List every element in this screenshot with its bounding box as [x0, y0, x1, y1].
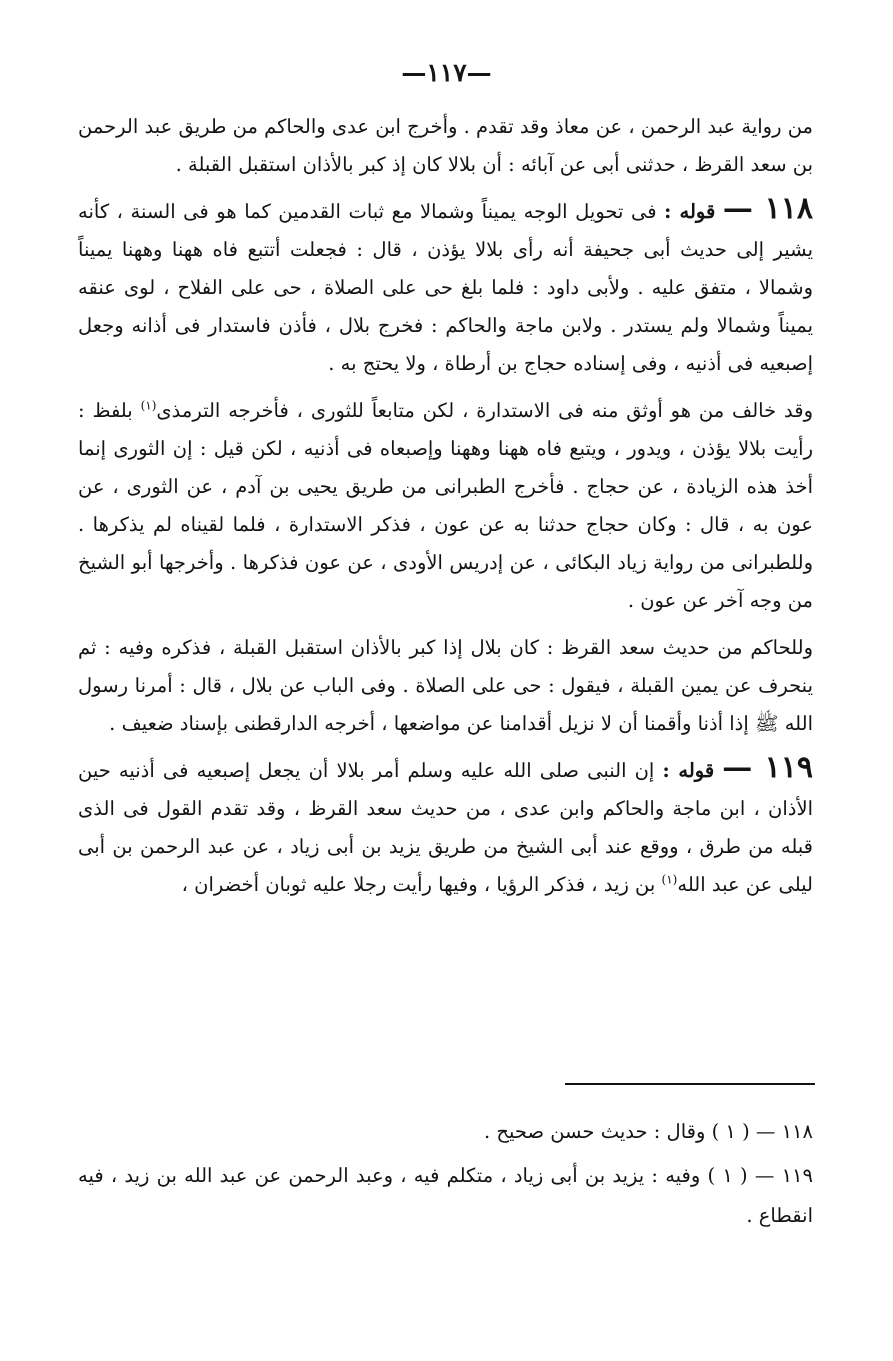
paragraph-text: إن النبى صلى الله عليه وسلم أمر بلالا أن يجعل إصبعيه فى أذنيه حين الأذان ، ابن ماجة والحاكم وابن عدى ، من حديث سعد القرظ ، وقد تقدم القول فى الذى قبله من طرق ، ووقع عند أبى الشيخ من طريق يزيد بن أبى زياد ، عن عبد الرحمن بن أبى ليلى عن عبد الله [78, 759, 813, 896]
paragraph-text: فى تحويل الوجه يميناً وشمالا مع ثبات القدمين كما هو فى السنة ، كأنه يشير إلى حديث أبى جحيفة أنه رأى بلالا يؤذن ، قال : فجعلت أتتبع فاه ههنا وههنا يميناً وشمالا ، متفق عليه . ولأبى داود : فلما بلغ حى على الصلاة ، حى على الفلاح ، لوى عنقه يميناً وشمالا ولم يستدر . ولابن ماجة والحاكم : فخرج بلال ، فأذن فاستدار فى أذانه وجعل إصبعيه فى أذنيه ، وفى إسناده حجاج بن أرطاة ، ولا يحتج به . [78, 200, 813, 375]
paragraph-text: بلفظ : رأيت بلالا يؤذن ، ويدور ، ويتبع فاه ههنا وههنا وإصبعاه فى أذنيه ، لكن قيل : إن الثورى إنما أخذ هذه الزيادة ، عن حجاج . فأخرج الطبرانى من طريق يحيى بن آدم ، عن الثورى ، عن عون به ، قال : وكان حجاج حدثنا به عن عون ، فذكر الاستدارة ، فلما لقيناه لم يذكرها . وللطبرانى من رواية زياد البكائى ، عن إدريس الأودى ، عن عون فذكرها . وأخرجها أبو الشيخ من وجه آخر عن عون . [78, 399, 813, 612]
entry-number: ١١٩ — [722, 750, 814, 785]
footnote-marker: (١) [661, 872, 678, 887]
footnote-ref: ١١٨ — ( ١ ) [711, 1120, 813, 1143]
footnote-text: وفيه : يزيد بن أبى زياد ، متكلم فيه ، وعبد الرحمن عن عبد الله بن زيد ، فيه انقطاع . [78, 1164, 813, 1227]
main-text [78, 108, 813, 913]
footnotes [78, 1112, 813, 1240]
paragraph-tirmidhi [78, 392, 813, 620]
entry-number: ١١٨ — [722, 191, 813, 226]
paragraph-hakim [78, 629, 813, 743]
entry-lead: قوله : [664, 200, 716, 223]
footnote-marker: (١) [140, 398, 157, 413]
paragraph-text: من رواية عبد الرحمن ، عن معاذ وقد تقدم . وأخرج ابن عدى والحاكم من طريق عبد الرحمن بن سعد القرظ ، حدثنى أبى عن آبائه : أن بلالا كان إذ كبر بالأذان استقبل القبلة . [78, 115, 813, 176]
paragraph-119 [78, 752, 813, 904]
paragraph-text: وقد خالف من هو أوثق منه فى الاستدارة ، لكن متابعاً للثورى ، فأخرجه الترمذى [156, 399, 813, 422]
entry-lead: قوله : [662, 759, 715, 782]
footnote-ref: ١١٩ — ( ١ ) [707, 1164, 813, 1187]
paragraph-text: وللحاكم من حديث سعد القرظ : كان بلال إذا كبر بالأذان استقبل القبلة ، فذكره وفيه : ثم ينحرف عن يمين القبلة ، فيقول : حى على الصلاة . وفى الباب عن بلال ، قال : أمرنا رسول الله ﷺ إذا أذنا وأقمنا أن لا نزيل أقدامنا عن مواضعها ، أخرجه الدارقطنى بإسناد ضعيف . [78, 636, 813, 735]
footnote-text: وقال : حديث حسن صحيح . [483, 1120, 706, 1143]
page-number: —١١٧— [401, 58, 492, 87]
paragraph-continuation [78, 108, 813, 184]
footnote [78, 1112, 813, 1152]
footnote-separator [565, 1083, 815, 1085]
footnote [78, 1156, 813, 1236]
paragraph-118 [78, 193, 813, 383]
paragraph-text: بن زيد ، فذكر الرؤيا ، وفيها رأيت رجلا عليه ثوبان أخضران ، [181, 873, 662, 896]
